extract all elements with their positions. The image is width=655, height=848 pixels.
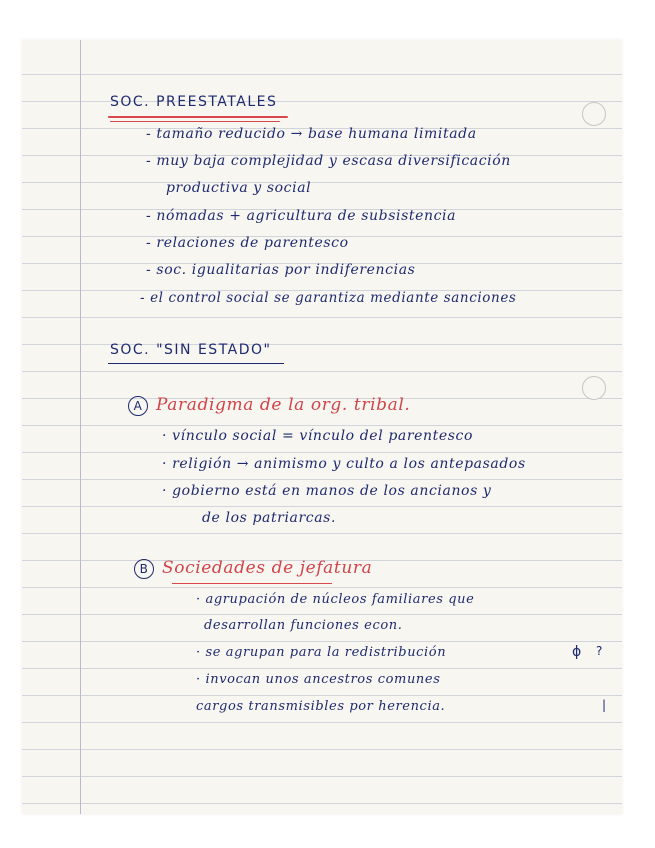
title-underline (108, 363, 284, 364)
section-title-sin-estado: SOC. "SIN ESTADO" (110, 342, 272, 358)
subheading-jefatura: B Sociedades de jefatura (134, 558, 372, 579)
letter-badge: A (128, 396, 148, 416)
list-item: · vínculo social = vínculo del parentesco (162, 428, 473, 444)
margin-mark: ϕ (572, 644, 582, 660)
list-item: productiva y social (166, 180, 312, 196)
section-title-preestatales: SOC. PREESTATALES (110, 94, 278, 110)
list-item: - soc. igualitarias por indiferencias (146, 262, 416, 278)
list-item: · agrupación de núcleos familiares que (196, 592, 475, 607)
list-item: de los patriarcas. (202, 510, 337, 526)
punch-hole (582, 376, 606, 400)
title-underline (108, 116, 288, 118)
list-item: - el control social se garantiza mediante sanciones (140, 290, 517, 306)
list-item: · religión → animismo y culto a los antepasados (162, 456, 526, 472)
list-item: desarrollan funciones econ. (204, 618, 403, 633)
list-item: · se agrupan para la redistribución (196, 645, 447, 660)
list-item: · gobierno está en manos de los ancianos y (162, 483, 492, 499)
margin-line (80, 40, 81, 814)
list-item: - nómadas + agricultura de subsistencia (146, 208, 457, 224)
punch-hole (582, 102, 606, 126)
letter-badge: B (134, 559, 154, 579)
list-item: - relaciones de parentesco (146, 235, 349, 251)
list-item: - tamaño reducido → base humana limitada (146, 126, 477, 142)
list-item: cargos transmisibles por herencia. (196, 699, 446, 714)
notebook-page (22, 40, 622, 814)
list-item: - muy baja complejidad y escasa diversificación (146, 153, 511, 169)
subheading-underline (172, 583, 332, 584)
title-underline (110, 121, 280, 122)
list-item: · invocan unos ancestros comunes (196, 672, 441, 687)
margin-mark: | (602, 698, 607, 712)
subheading-paradigma: A Paradigma de la org. tribal. (128, 395, 410, 416)
margin-mark: ? (596, 644, 603, 658)
